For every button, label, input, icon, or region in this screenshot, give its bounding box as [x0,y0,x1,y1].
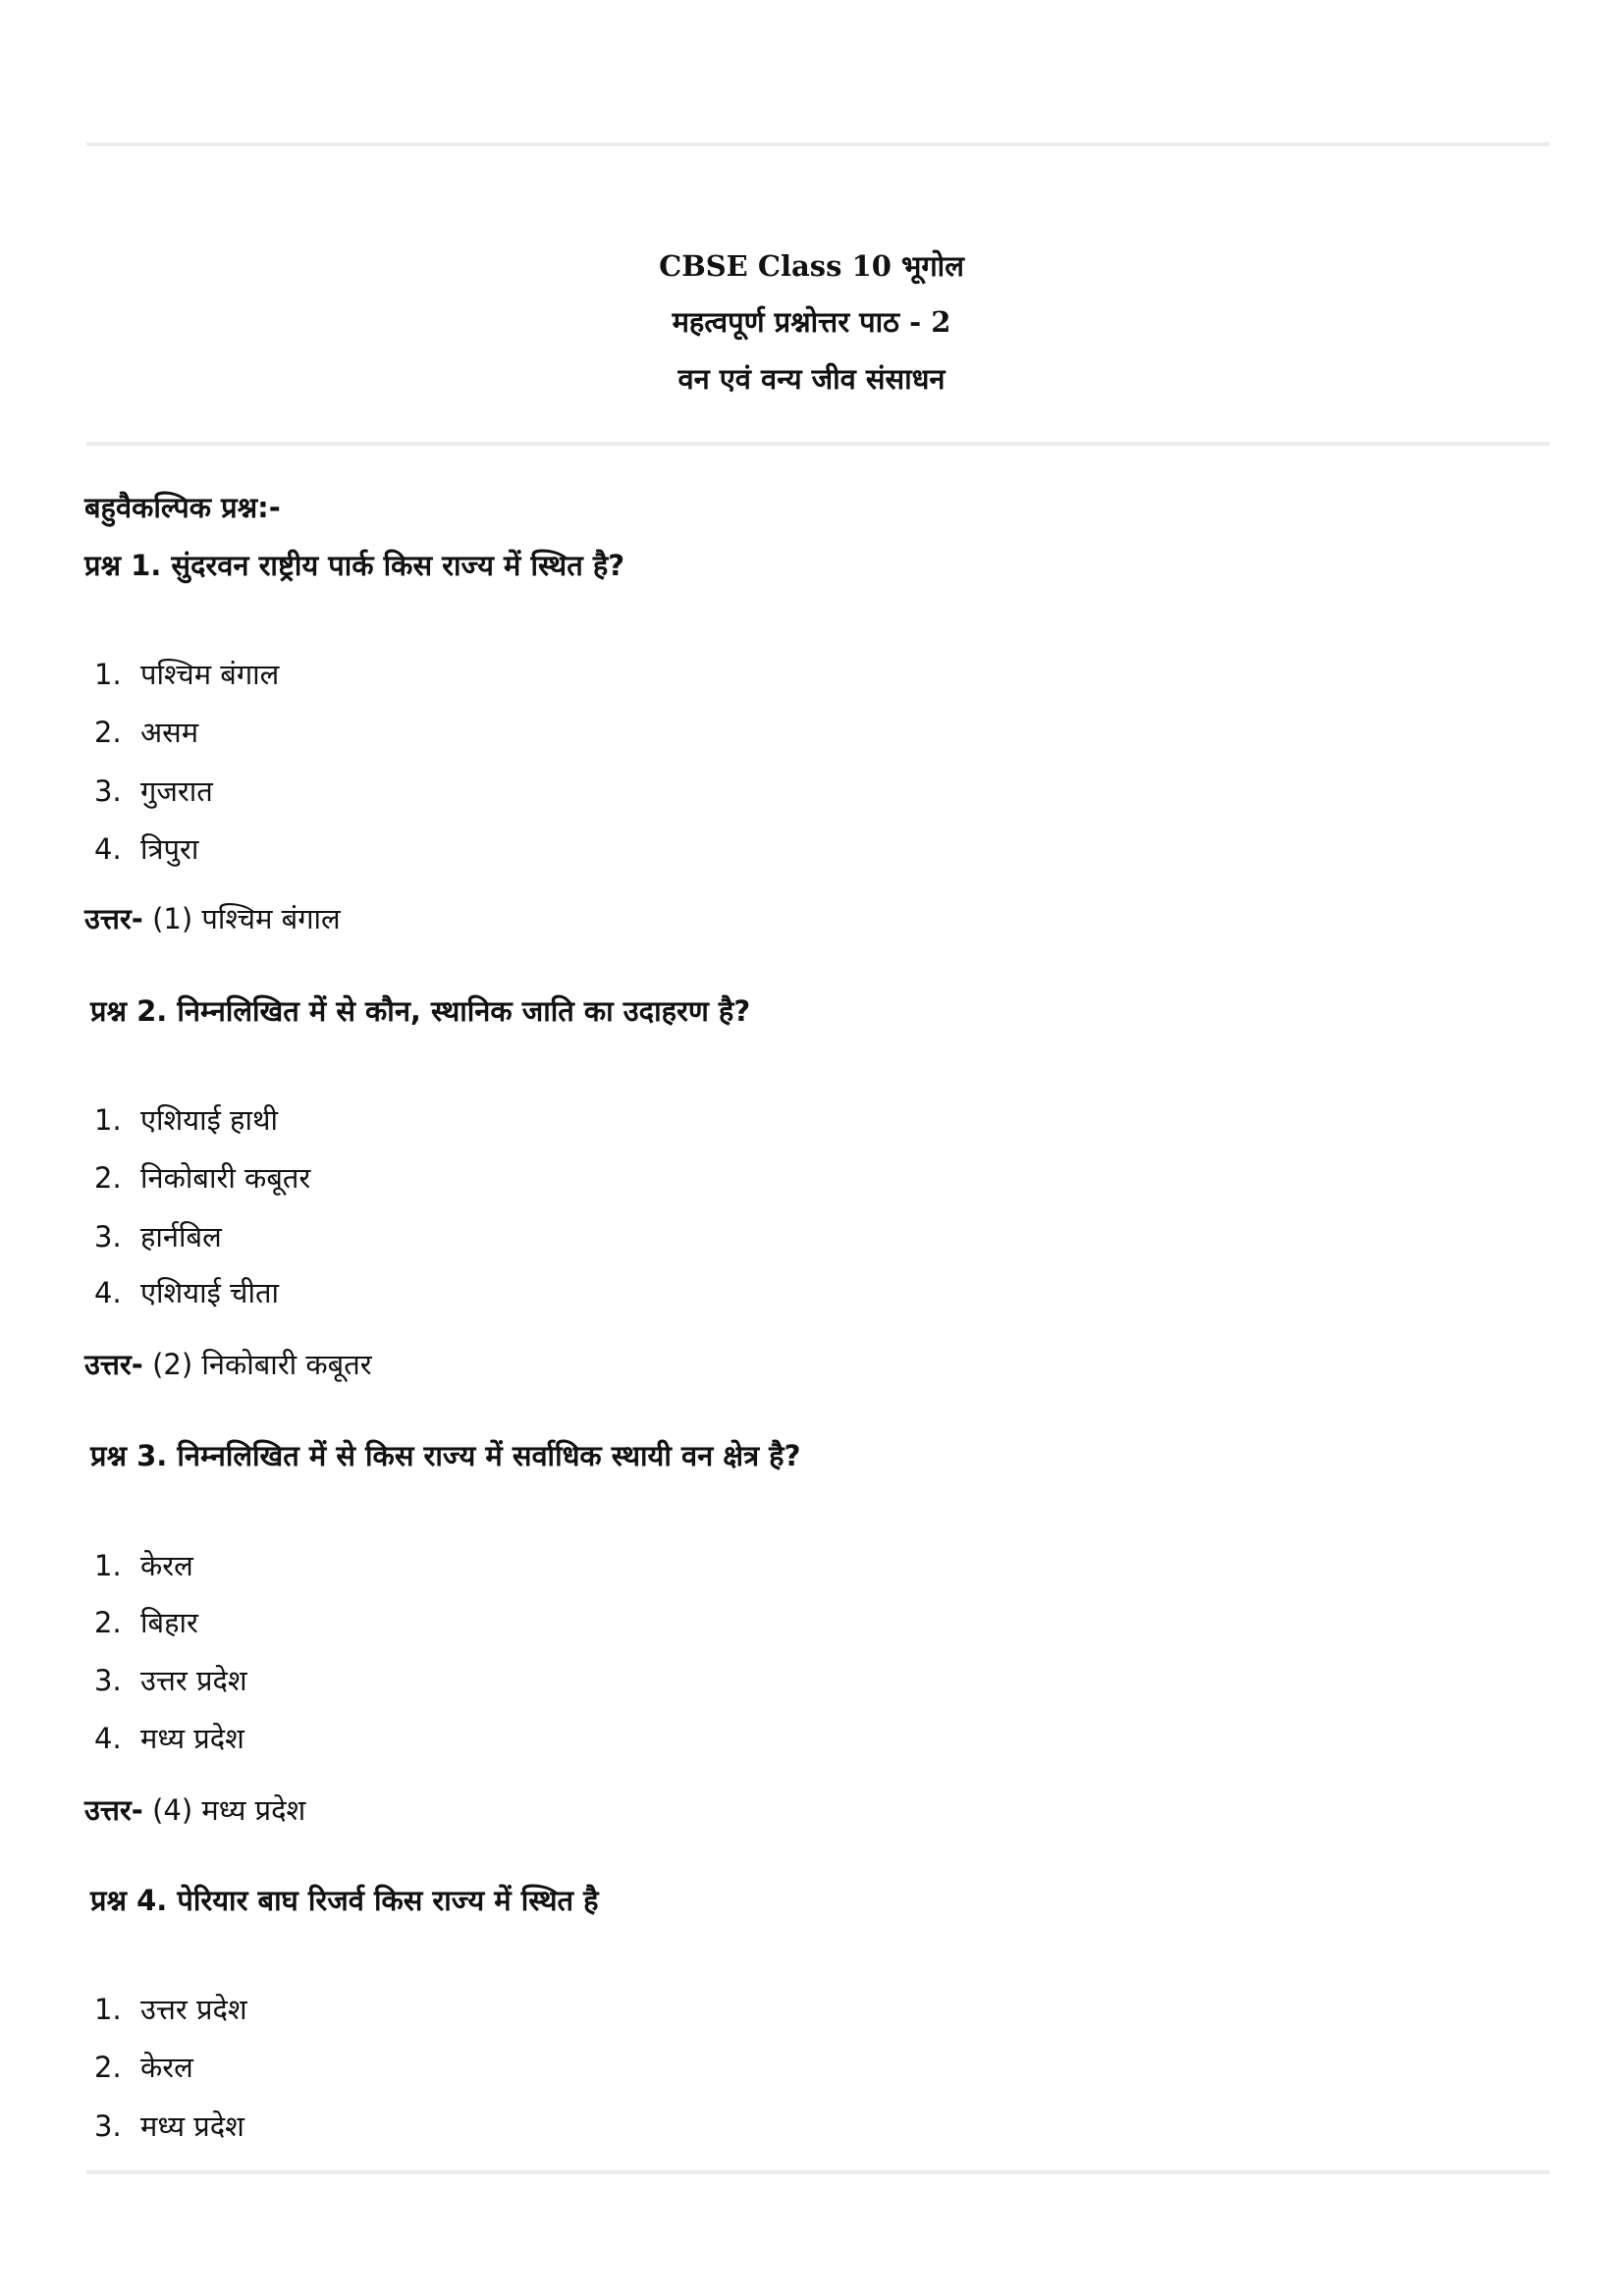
answer-1 [84,899,341,938]
answer-text: (2) निकोबारी कबूतर [152,1348,372,1381]
answer-text: (4) मध्य प्रदेश [152,1793,306,1827]
option-text: उत्तर प्रदेश [140,1993,247,2026]
option-number: 2. [94,1606,122,1639]
option-number: 1. [94,1993,122,2026]
doc-subtitle: महत्वपूर्ण प्रश्नोत्तर पाठ - 2 [672,305,951,339]
option-number: 1. [94,1103,122,1137]
bottom-divider [86,2170,1549,2174]
question-1: प्रश्न 1. सुंदरवन राष्ट्रीय पार्क किस राज्य में स्थित है? [84,549,625,582]
answer-label: उत्तर- [84,1348,143,1381]
option-number: 1. [94,1549,122,1582]
option-number: 2. [94,2051,122,2084]
top-divider [86,142,1549,146]
option-text: उत्तर प्रदेश [140,1664,247,1697]
option-number: 3. [94,1220,122,1254]
header-divider [86,442,1549,446]
option-text: बिहार [140,1606,198,1639]
option-number: 3. [94,1664,122,1697]
option-number: 4. [94,1722,122,1755]
option-number: 3. [94,774,122,808]
option-text: निकोबारी कबूतर [140,1161,311,1195]
option-text: केरल [140,1549,193,1582]
option-text: मध्य प्रदेश [140,2109,244,2143]
option-text: असम [140,716,199,749]
option-text: हार्नबिल [140,1220,222,1254]
option-number: 3. [94,2109,122,2143]
answer-text: (1) पश्चिम बंगाल [152,902,341,935]
option-number: 2. [94,716,122,749]
answer-label: उत्तर- [84,1793,143,1827]
section-heading: बहुवैकल्पिक प्रश्न:- [84,491,281,524]
option-number: 2. [94,1161,122,1195]
answer-3 [84,1790,305,1830]
question-3: प्रश्न 3. निम्नलिखित में से किस राज्य में सर्वाधिक स्थायी वन क्षेत्र है? [90,1439,801,1472]
option-text: मध्य प्रदेश [140,1722,244,1755]
option-number: 1. [94,658,122,691]
answer-2 [84,1345,372,1384]
option-text: त्रिपुरा [140,832,199,866]
option-number: 4. [94,832,122,866]
question-2: प्रश्न 2. निम्नलिखित में से कौन, स्थानिक जाति का उदाहरण है? [90,994,751,1028]
option-number: 4. [94,1276,122,1309]
doc-title: CBSE Class 10 भूगोल [659,249,964,283]
option-text: केरल [140,2051,193,2084]
option-text: गुजरात [140,774,213,808]
answer-label: उत्तर- [84,902,143,935]
question-4: प्रश्न 4. पेरियार बाघ रिजर्व किस राज्य में स्थित है [90,1884,599,1917]
option-text: एशियाई हाथी [140,1103,279,1137]
option-text: पश्चिम बंगाल [140,658,280,691]
chapter-title: वन एवं वन्य जीव संसाधन [677,362,946,396]
option-text: एशियाई चीता [140,1276,280,1309]
